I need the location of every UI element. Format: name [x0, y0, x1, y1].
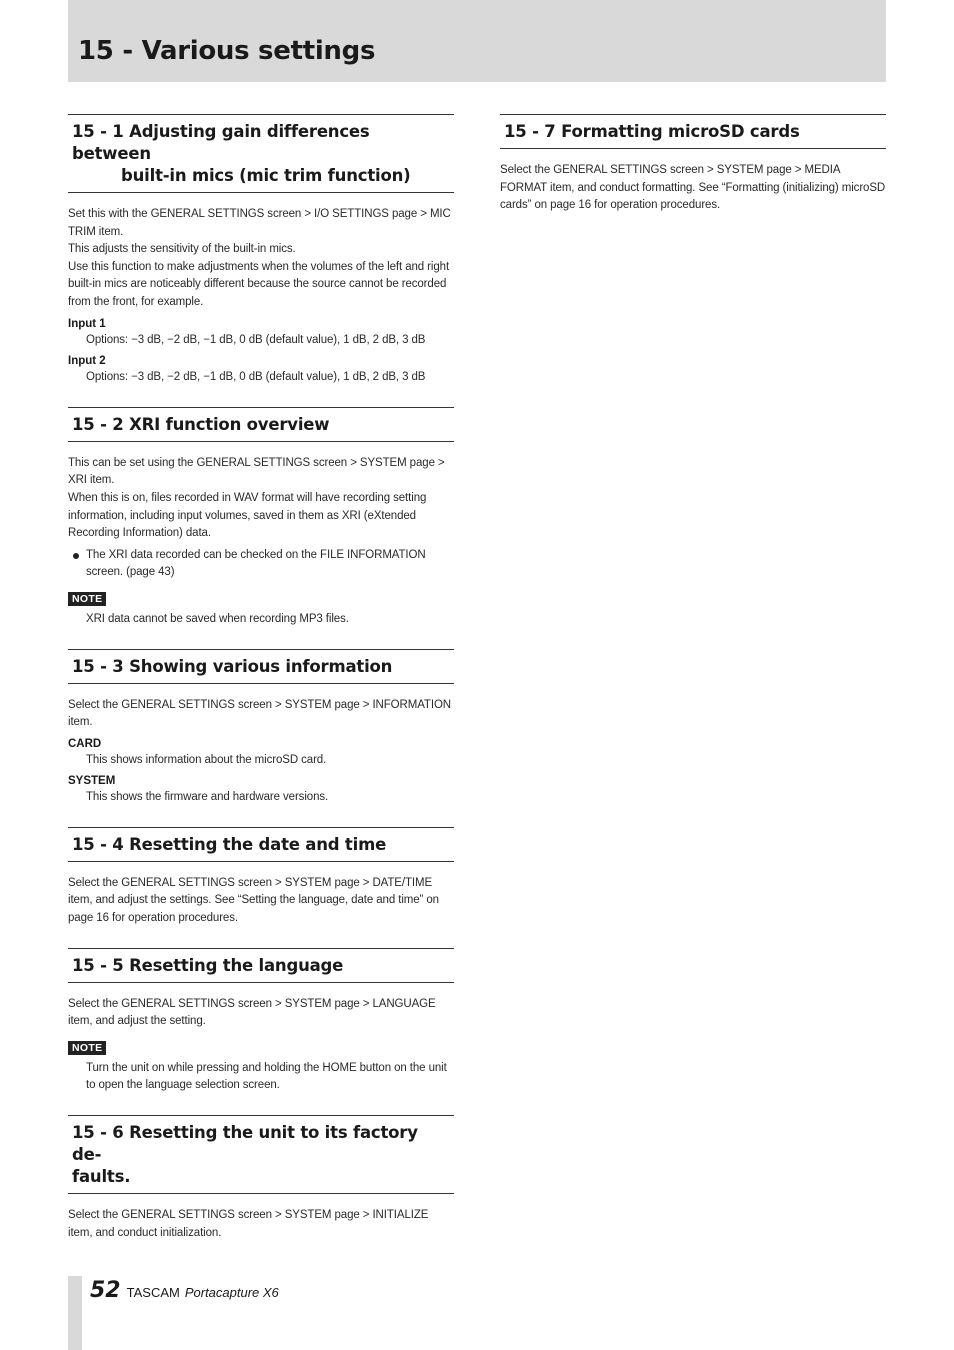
section-heading: [68, 1115, 454, 1194]
section-15-1: [68, 114, 454, 387]
system-description: This shows the firmware and hardware versions.: [86, 791, 329, 804]
section-15-2: [68, 407, 454, 629]
paragraph: This can be set using the GENERAL SETTINGS screen > SYSTEM page > XRI item.: [68, 456, 445, 487]
paragraph: This adjusts the sensitivity of the built-in mics.: [68, 243, 296, 256]
section-15-5: [68, 948, 454, 1095]
subheading-input-1: Input 1: [68, 317, 106, 330]
subheading-card: CARD: [68, 737, 102, 750]
section-15-3: [68, 649, 454, 807]
paragraph: Set this with the GENERAL SETTINGS screen > I/O SETTINGS page > MIC TRIM item.: [68, 208, 451, 238]
footer-bar: [68, 1276, 82, 1350]
paragraph: When this is on, files recorded in WAV format will have recording setting information, including input volumes, saved in them as XRI (eXtended Recording Information) data.: [68, 491, 427, 540]
paragraph: Select the GENERAL SETTINGS screen > SYSTEM page > LANGUAGE item, and adjust the setting.: [68, 997, 436, 1028]
page-footer: [90, 1278, 279, 1303]
chapter-title: 15 - Various settings: [78, 36, 376, 66]
section-15-7: [500, 114, 886, 215]
bullet-item: The XRI data recorded can be checked on the FILE INFORMATION screen. (page 43): [68, 547, 454, 582]
section-15-4: [68, 827, 454, 928]
heading-line-2: built-in mics (mic trim function): [121, 166, 411, 185]
page-number: 52: [90, 1278, 121, 1303]
model-name: Portacapture X6: [184, 1285, 279, 1300]
note-text: XRI data cannot be saved when recording MP3 files.: [86, 612, 349, 625]
paragraph: Select the GENERAL SETTINGS screen > SYSTEM page > DATE/TIME item, and adjust the settings. See “Setting the language, date and time” on page 16 for operation procedures.: [68, 876, 439, 925]
brand-name: TASCAM: [126, 1285, 180, 1300]
section-heading: 15 - 5 Resetting the language: [68, 948, 454, 983]
subheading-input-2: Input 2: [68, 355, 106, 368]
chapter-header: [68, 0, 886, 82]
section-heading: [68, 114, 454, 193]
subheading-system: SYSTEM: [68, 775, 116, 788]
note-badge: NOTE: [68, 592, 106, 606]
section-heading: 15 - 3 Showing various information: [68, 649, 454, 684]
options-input-1: Options: −3 dB, −2 dB, −1 dB, 0 dB (default value), 1 dB, 2 dB, 3 dB: [86, 333, 426, 346]
paragraph: Select the GENERAL SETTINGS screen > SYSTEM page > INFORMATION item.: [68, 698, 452, 729]
heading-line-1: 15 - 1 Adjusting gain differences between: [72, 122, 370, 163]
section-heading: 15 - 4 Resetting the date and time: [68, 827, 454, 862]
heading-line-1: 15 - 6 Resetting the unit to its factory de-: [72, 1123, 418, 1165]
note-badge: NOTE: [68, 1041, 106, 1055]
note-text: Turn the unit on while pressing and holding the HOME button on the unit to open the language selection screen.: [86, 1061, 447, 1092]
paragraph: Use this function to make adjustments when the volumes of the left and right built-in mics are noticeably different because the source cannot be recorded from the front, for example.: [68, 260, 450, 308]
section-15-6: [68, 1115, 454, 1242]
options-input-2: Options: −3 dB, −2 dB, −1 dB, 0 dB (default value), 1 dB, 2 dB, 3 dB: [86, 371, 426, 384]
paragraph: Select the GENERAL SETTINGS screen > SYSTEM page > INITIALIZE item, and conduct initialization.: [68, 1209, 429, 1239]
right-column: [500, 114, 886, 235]
paragraph: Select the GENERAL SETTINGS screen > SYSTEM page > MEDIA FORMAT item, and conduct formatting. See “Formatting (initializing) microSD cards” on page 16 for operation procedures.: [500, 164, 886, 212]
section-heading: 15 - 2 XRI function overview: [68, 407, 454, 442]
card-description: This shows information about the microSD card.: [86, 753, 327, 766]
left-column: [68, 114, 454, 1262]
heading-line-2: faults.: [72, 1167, 131, 1187]
section-heading: 15 - 7 Formatting microSD cards: [500, 114, 886, 149]
